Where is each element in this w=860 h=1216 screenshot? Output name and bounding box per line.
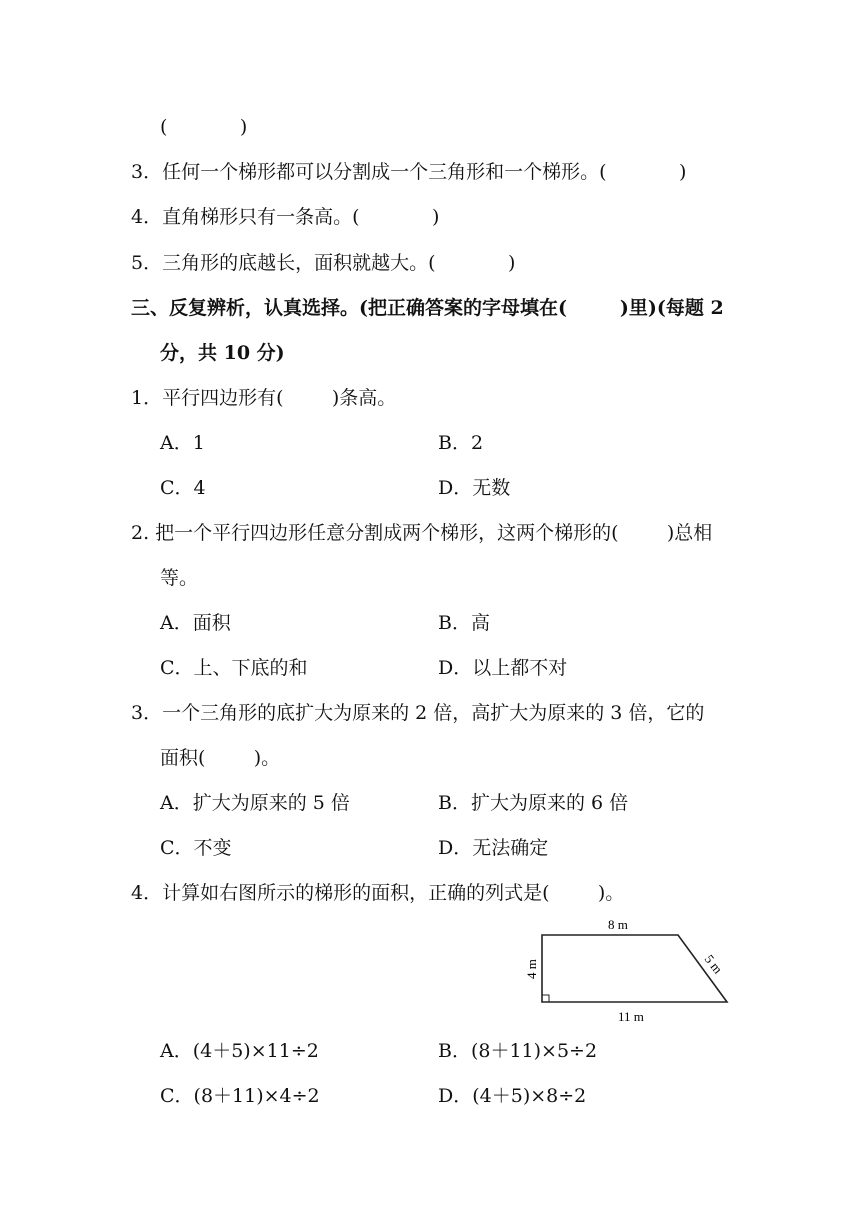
q4-option-a: A．(4＋5)×11÷2 (160, 1040, 319, 1062)
bottom-side-label: 11 m (618, 1009, 644, 1024)
question-3: 3．一个三角形的底扩大为原来的 2 倍，高扩大为原来的 3 倍，它的 (131, 702, 705, 724)
q1-option-d: D．无数 (438, 477, 511, 499)
question-2: 2. 把一个平行四边形任意分割成两个梯形，这两个梯形的( )总相 (131, 522, 713, 544)
judge-item-5: 5．三角形的底越长，面积就越大。( ) (131, 252, 516, 274)
judge-item-3: 3．任何一个梯形都可以分割成一个三角形和一个梯形。( ) (131, 161, 687, 183)
question-1: 1．平行四边形有( )条高。 (131, 387, 397, 409)
q2-option-a: A．面积 (160, 612, 231, 634)
judge-item-2-continuation: ( ) (160, 116, 248, 138)
question-2-cont: 等。 (160, 567, 199, 589)
q4-option-c: C．(8＋11)×4÷2 (160, 1085, 320, 1107)
judge-item-4: 4．直角梯形只有一条高。( ) (131, 206, 440, 228)
q1-option-c: C．4 (160, 477, 206, 499)
question-4: 4．计算如右图所示的梯形的面积，正确的列式是( )。 (131, 882, 625, 904)
right-angle-mark (542, 995, 549, 1002)
q3-option-c: C．不变 (160, 837, 232, 859)
q2-option-b: B．高 (438, 612, 490, 634)
question-3-cont: 面积( )。 (160, 747, 281, 769)
q2-option-c: C．上、下底的和 (160, 657, 308, 679)
q2-option-d: D．以上都不对 (438, 657, 568, 679)
q3-option-b: B．扩大为原来的 6 倍 (438, 792, 629, 814)
q3-option-d: D．无法确定 (438, 837, 549, 859)
q3-option-a: A．扩大为原来的 5 倍 (160, 792, 350, 814)
q1-option-b: B．2 (438, 432, 484, 454)
section-3-title: 三、反复辨析，认真选择。(把正确答案的字母填在( )里)(每题 2 (131, 297, 724, 319)
q4-option-d: D．(4＋5)×8÷2 (438, 1085, 587, 1107)
section-3-title-cont: 分，共 10 分) (160, 342, 285, 364)
left-side-label: 4 m (524, 959, 539, 979)
top-side-label: 8 m (608, 917, 628, 932)
q1-option-a: A．1 (160, 432, 205, 454)
trapezoid-shape (542, 935, 727, 1002)
q4-option-b: B．(8＋11)×5÷2 (438, 1040, 598, 1062)
trapezoid-figure (520, 915, 740, 1030)
right-side-label: 5 m (701, 951, 726, 977)
